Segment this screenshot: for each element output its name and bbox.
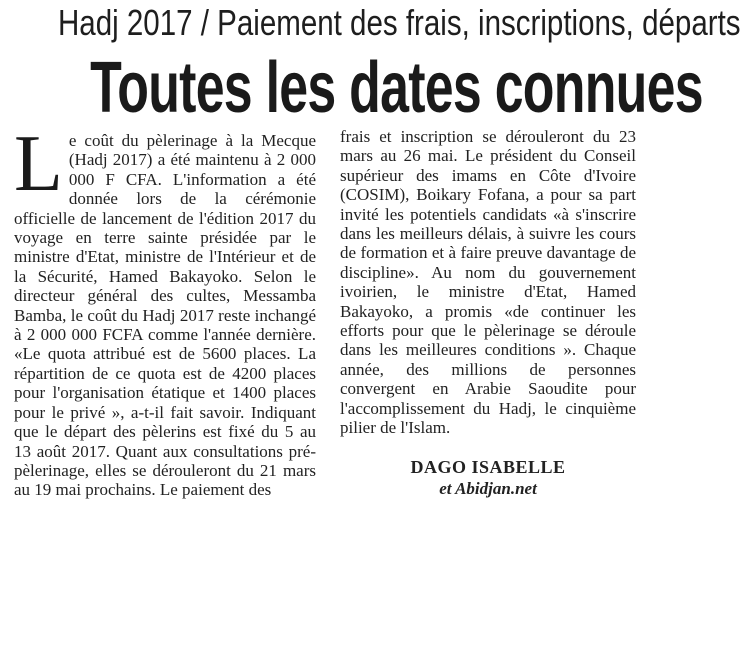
article-headline: Toutes les dates connues bbox=[90, 48, 703, 128]
article-column-right bbox=[340, 127, 636, 500]
article-column-left bbox=[14, 120, 316, 500]
author-byline: DAGO ISABELLE bbox=[410, 456, 566, 477]
article-kicker: Hadj 2017 / Paiement des frais, inscriptions, départs bbox=[57, 2, 741, 43]
source-credit: et Abidjan.net bbox=[439, 478, 537, 498]
drop-cap: L bbox=[14, 120, 63, 208]
article-body-right: frais et inscription se dérouleront du 23 mars au 26 mai. Le président du Conseil supérieur des imams en Côte d'Ivoire (COSIM), Boikary Fofana, a pour sa part invité les potentiels candidats «à s'inscrire dans les meilleurs délais, à suivre les cours de formation et à faire preuve davantage de discipline». Au nom du gouvernement ivoirien, le ministre d'Etat, Hamed Bakayoko, a promis «de continuer les efforts pour que le pèlerinage se déroule dans les meilleures conditions ». Chaque année, des millions de personnes convergent en Arabie Saoudite pour l'accomplissement du Hadj, le cinquième pilier de l'Islam. bbox=[340, 127, 636, 438]
article-body-left: e coût du pèlerinage à la Mecque (Hadj 2017) a été maintenu à 2 000 000 F CFA. L'information a été donnée lors de la cérémonie officielle de lancement de l'édition 2017 du voyage en terre sainte présidée par le ministre d'Etat, ministre de l'Intérieur et de la Sécurité, Hamed Bakayoko. Selon le directeur général des cultes, Messamba Bamba, le coût du Hadj 2017 reste inchangé à 2 000 000 FCFA comme l'année dernière. «Le quota attribué est de 5600 places. La répartition de ce quota est de 4200 places pour l'organisation étatique et 1400 places pour le privé », a-t-il fait savoir. Indiquant que le départ des pèlerins est fixé du 5 au 13 août 2017. Quant aux consultations pré-pèlerinage, elles se dérouleront du 21 mars au 19 mai prochains. Le paiement des bbox=[14, 131, 316, 500]
